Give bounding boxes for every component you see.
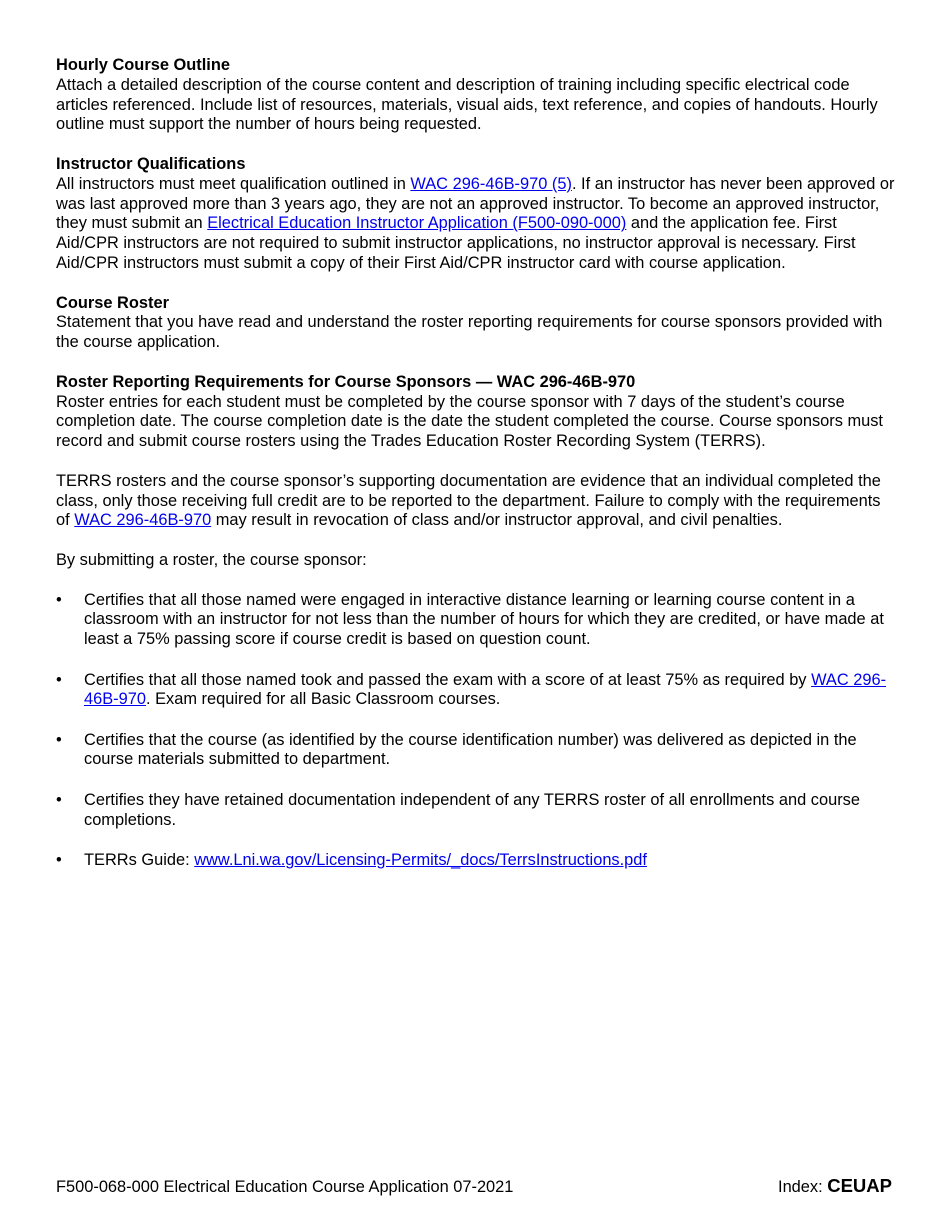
roster-reporting-para-3: By submitting a roster, the course sponsor: (56, 550, 367, 569)
instructor-text-1: All instructors must meet qualification outlined in (56, 174, 411, 193)
terrs-guide-link[interactable]: www.Lni.wa.gov/Licensing-Permits/_docs/TerrsInstructions.pdf (194, 851, 647, 870)
section-instructor-qualifications (56, 155, 896, 274)
list-item (56, 591, 896, 650)
list-item (56, 791, 896, 831)
roster-reporting-para-1: Roster entries for each student must be completed by the course sponsor with 7 days of the student’s course completion date. The course completion date is the date the student completed the course. Course sponsors must record and submit course rosters using the Trades Education Roster Recording System (TERRS). (56, 392, 883, 451)
roster-reporting-para-2 (56, 472, 896, 531)
bullet-text: Certifies that all those named were engaged in interactive distance learning or learning course content in a classroom with an instructor for not less than the number of hours for which they are credited, or have made at least a 75% passing score if course credit is based on question count. (84, 590, 884, 649)
heading-roster-reporting: Roster Reporting Requirements for Course Sponsors — WAC 296-46B-970 (56, 372, 636, 391)
bullet-text: Certifies that the course (as identified by the course identification number) was delivered as depicted in the course materials submitted to department. (84, 730, 857, 769)
wac-970-5-link[interactable]: WAC 296-46B-970 (5) (410, 174, 572, 193)
page-footer (56, 1176, 892, 1198)
instructor-text-2: . If an instructor has never been approved or was last approved more than 3 years ago, they are not an approved instructor. To become an approved instructor, they must submit an (56, 174, 895, 233)
sponsor-certifications-list (56, 591, 896, 871)
heading-course-roster: Course Roster (56, 293, 169, 312)
bullet-marker: • (56, 670, 62, 689)
bullet-marker: • (56, 730, 62, 749)
index-label: Index: (778, 1178, 828, 1196)
heading-instructor-qualifications: Instructor Qualifications (56, 154, 246, 173)
list-item (56, 731, 896, 771)
reporting-para-2-text-2: may result in revocation of class and/or instructor approval, and civil penalties. (211, 511, 783, 530)
heading-hourly-course-outline: Hourly Course Outline (56, 56, 230, 74)
instructor-text-3: and the application fee. First Aid/CPR instructors are not required to submit instructor applications, no instructor approval is necessary. First Aid/CPR instructors must submit a copy of their First Aid/CPR instructor card with course application. (56, 214, 856, 272)
wac-970-exam-link[interactable]: WAC 296-46B-970 (84, 670, 887, 709)
section-roster-reporting (56, 373, 896, 571)
section-hourly-course-outline (56, 56, 896, 135)
document-page (56, 56, 896, 891)
instructor-application-link[interactable]: Electrical Education Instructor Application (F500-090-000) (207, 214, 627, 233)
section-course-roster (56, 294, 896, 353)
reporting-para-2-text-1: TERRS rosters and the course sponsor’s supporting documentation are evidence that an individual completed the class, only those receiving full credit are to be reported to the department. Failure to comply with the requirements of (56, 471, 881, 530)
bullet-text-1: Certifies that all those named took and passed the exam with a score of at least 75% as required by (84, 670, 812, 689)
list-item (56, 671, 896, 711)
index-code: CEUAP (827, 1175, 892, 1196)
course-roster-text: Statement that you have read and understand the roster reporting requirements for course sponsors provided with the course application. (56, 313, 883, 352)
bullet-marker: • (56, 851, 62, 870)
bullet-marker: • (56, 790, 62, 809)
index-block (778, 1176, 892, 1198)
form-identifier: F500-068-000 Electrical Education Course Application 07-2021 (56, 1178, 514, 1196)
list-item (56, 851, 896, 871)
wac-970-link[interactable]: WAC 296-46B-970 (74, 511, 212, 530)
terrs-guide-label: TERRs Guide: (84, 851, 195, 870)
bullet-text: Certifies they have retained documentation independent of any TERRS roster of all enrollments and course completions. (84, 790, 860, 829)
bullet-text-2: . Exam required for all Basic Classroom courses. (145, 690, 501, 709)
bullet-marker: • (56, 590, 62, 609)
hourly-course-outline-text: Attach a detailed description of the course content and description of training including specific electrical code articles referenced. Include list of resources, materials, visual aids, text reference, and copies of handouts. Hourly outline must support the number of hours being requested. (56, 75, 878, 134)
